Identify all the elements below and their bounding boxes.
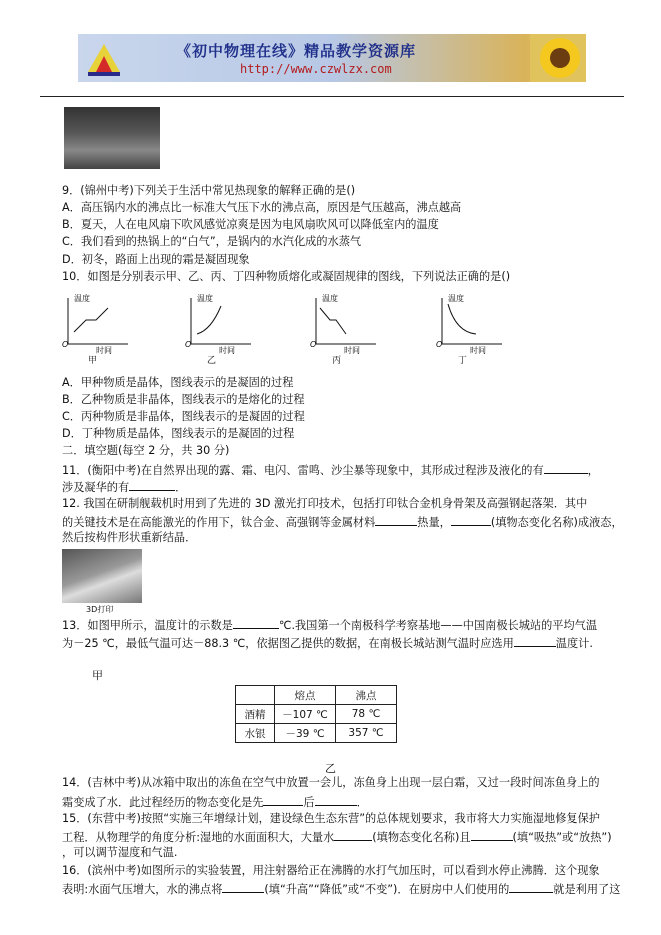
graph-y-label: 温度 (322, 294, 338, 303)
q12-line2: 的关键技术是在高能激光的作用下，钛合金、高强钢等金属材料 热量， (填物态变化名称)成液态， (62, 513, 623, 531)
table-header-row (236, 686, 397, 705)
table-cell: 357 ℃ (336, 724, 397, 743)
q10-option-a: A．甲种物质是晶体，图线表示的是凝固的过程 (62, 376, 294, 389)
graph-x-label: 时间 (470, 346, 486, 355)
graph-origin: O (436, 340, 443, 349)
table-cell: －39 ℃ (275, 724, 336, 743)
table-cell: －107 ℃ (275, 705, 336, 724)
graph-x-label: 时间 (344, 346, 360, 355)
steam-photo (64, 107, 160, 169)
graph-label-yi: 乙 (207, 356, 217, 366)
table-cell: 酒精 (236, 705, 275, 724)
q16-line2: 表明:水面气压增大，水的沸点将 (填“升高”“降低”或“不变”)．在厨房中人们使用的 就是利用了这 (62, 880, 620, 898)
table-header-cell: 沸点 (336, 686, 397, 705)
table-cell: 78 ℃ (336, 705, 397, 724)
q15-line1: 15．(东营中考)按照“实施三年增绿计划，建设绿色生态东营”的总体规划要求，我市将大力实施湿地修复保护 (62, 812, 600, 825)
q11-line2: 涉及凝华的有 ． (62, 478, 186, 496)
q9-option-a: A．高压锅内水的沸点比一标准大气压下水的沸点高，原因是气压越高，沸点越高 (62, 201, 462, 214)
q9-option-d: D．初冬，路面上出现的霜是凝固现象 (62, 253, 250, 266)
graph-y-label: 温度 (197, 294, 213, 303)
table-row (236, 724, 397, 743)
figure-yi-label: 乙 (325, 762, 336, 775)
q13-line2: 为－25 ℃，最低气温可达－88.3 ℃，依据图乙提供的数据，在南极长城站测气温时应选用 温度计. (62, 634, 593, 652)
q11-line1: 11．(衡阳中考)在自然界出现的露、霜、电闪、雷鸣、沙尘暴等现象中，其形成过程涉及液化的有 ， (62, 461, 599, 479)
graph-label-bing: 丙 (332, 356, 342, 366)
q12-line1: 12. 我国在研制舰载机时用到了先进的 3D 激光打印技术，包括打印钛合金机身骨架及高强钢起落架．其中 (62, 497, 588, 510)
logo-icon (84, 38, 124, 78)
q13-line1: 13．如图甲所示，温度计的示数是 ℃.我国第一个南极科学考察基地——中国南极长城站的平均气温 (62, 616, 597, 634)
3d-print-photo (62, 549, 142, 603)
graph-label-ding: 丁 (458, 356, 468, 366)
figure-jia-label: 甲 (92, 669, 103, 682)
table-header-cell: 熔点 (275, 686, 336, 705)
q9-stem: 9．(锦州中考)下列关于生活中常见热现象的解释正确的是() (62, 184, 356, 197)
q9-option-b: B．夏天，人在电风扇下吹风感觉凉爽是因为电风扇吹风可以降低室内的温度 (62, 218, 439, 231)
banner-title: 《初中物理在线》精品教学资源库 (176, 42, 417, 60)
header-banner (78, 34, 586, 82)
graph-label-jia: 甲 (88, 356, 98, 366)
graph-origin: O (62, 340, 69, 349)
q10-option-d: D．丁种物质是晶体，图线表示的是凝固的过程 (62, 427, 295, 440)
table-header-cell (236, 686, 275, 705)
table-row (236, 705, 397, 724)
graph-x-label: 时间 (219, 346, 235, 355)
q10-stem: 10．如图是分别表示甲、乙、丙、丁四种物质熔化或凝固规律的图线，下列说法正确的是() (62, 270, 511, 283)
header-rule (40, 96, 624, 97)
q15-line2: 工程．从物理学的角度分析:湿地的水面面积大，大量水 (填物态变化名称)且 (填“吸热”或“放热”) (62, 828, 612, 846)
graph-x-label: 时间 (96, 346, 112, 355)
q12-line3: 然后按构件形状重新结晶． (62, 531, 197, 544)
q10-option-c: C．丙种物质是非晶体，图线表示的是凝固的过程 (62, 410, 305, 423)
section-heading: 二．填空题(每空 2 分，共 30 分) (62, 444, 230, 457)
sunflower-icon (530, 34, 586, 82)
graph-origin: O (310, 340, 317, 349)
q16-line1: 16．(滨州中考)如图所示的实验装置，用注射器给正在沸腾的水打气加压时，可以看到水停止沸腾．这个现象 (62, 864, 600, 877)
q10-option-b: B．乙种物质是非晶体，图线表示的是熔化的过程 (62, 393, 305, 406)
table-cell: 水银 (236, 724, 275, 743)
graph-y-label: 温度 (74, 294, 90, 303)
graph-y-label: 温度 (448, 294, 464, 303)
q14-line2: 霜变成了水．此过程经历的物态变化是先 后 ． (62, 793, 368, 811)
banner-url: http://www.czwlzx.com (240, 62, 392, 76)
q9-option-c: C．我们看到的热锅上的“白气”，是锅内的水汽化成的水蒸气 (62, 235, 362, 248)
graph-origin: O (185, 340, 192, 349)
3d-print-caption: 3D打印 (86, 605, 114, 614)
melting-boiling-table (235, 685, 397, 743)
q15-line3: ，可以调节湿度和气温. (62, 846, 178, 859)
q14-line1: 14．(吉林中考)从冰箱中取出的冻鱼在空气中放置一会儿，冻鱼身上出现一层白霜，又过一段时间冻鱼身上的 (62, 776, 600, 789)
